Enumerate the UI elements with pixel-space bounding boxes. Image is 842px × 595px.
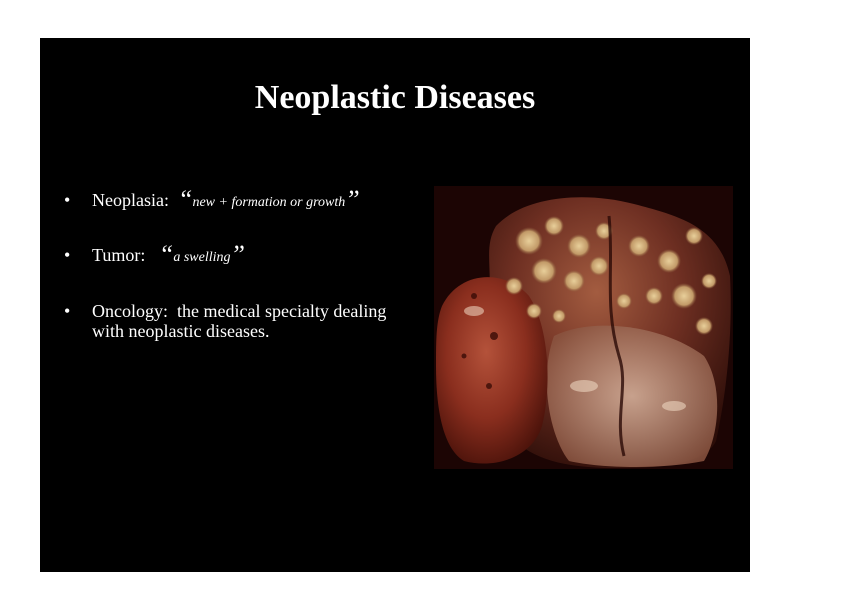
bullet-tumor [62, 240, 412, 269]
close-quote: ” [230, 240, 245, 269]
bullet-definition: a swelling [173, 250, 231, 265]
bullet-neoplasia [62, 185, 412, 214]
bullet-dot: • [64, 301, 71, 321]
bullet-definition: new + formation or growth [192, 195, 346, 210]
bullet-term: Tumor: [92, 245, 146, 265]
tumor-specimen-photo [434, 186, 733, 469]
bullet-definition: the medical specialty dealing with neoplastic diseases. [92, 301, 387, 341]
bullet-dot: • [64, 190, 71, 210]
close-quote: ” [345, 185, 360, 214]
open-quote: “ [177, 185, 193, 214]
slide-title: Neoplastic Diseases [254, 79, 536, 116]
bullet-oncology [62, 301, 412, 341]
bullet-list [62, 185, 412, 341]
slide [40, 38, 750, 572]
open-quote: “ [158, 240, 174, 269]
bullet-term: Oncology: [92, 301, 168, 321]
bullet-dot: • [64, 245, 71, 265]
bullet-term: Neoplasia: [92, 190, 169, 210]
